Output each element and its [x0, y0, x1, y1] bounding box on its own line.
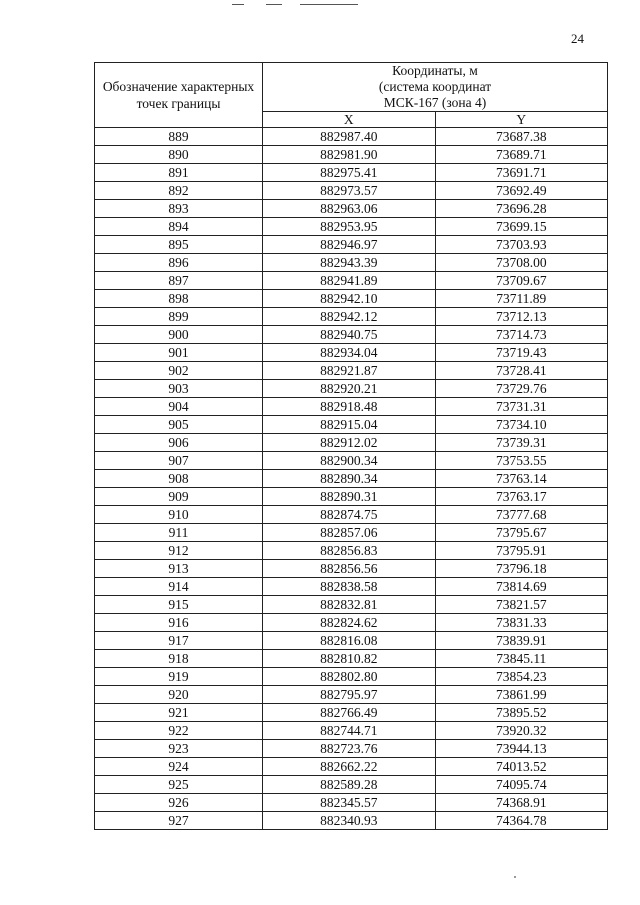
x-cell: 882963.06 [263, 200, 436, 218]
point-cell: 926 [95, 794, 263, 812]
y-cell: 73731.31 [435, 398, 608, 416]
point-cell: 912 [95, 542, 263, 560]
point-cell: 891 [95, 164, 263, 182]
y-cell: 73703.93 [435, 236, 608, 254]
x-cell: 882890.34 [263, 470, 436, 488]
y-cell: 74095.74 [435, 776, 608, 794]
table-row [95, 578, 608, 596]
x-cell: 882934.04 [263, 344, 436, 362]
x-cell: 882975.41 [263, 164, 436, 182]
table-row [95, 686, 608, 704]
y-cell: 73920.32 [435, 722, 608, 740]
y-cell: 73796.18 [435, 560, 608, 578]
table-row [95, 182, 608, 200]
y-cell: 73814.69 [435, 578, 608, 596]
table-row [95, 776, 608, 794]
table-row [95, 758, 608, 776]
table-row [95, 596, 608, 614]
point-cell: 892 [95, 182, 263, 200]
point-cell: 923 [95, 740, 263, 758]
x-cell: 882946.97 [263, 236, 436, 254]
y-cell: 73691.71 [435, 164, 608, 182]
y-cell: 73845.11 [435, 650, 608, 668]
x-cell: 882921.87 [263, 362, 436, 380]
x-cell: 882832.81 [263, 596, 436, 614]
point-cell: 895 [95, 236, 263, 254]
table-row [95, 254, 608, 272]
y-cell: 73739.31 [435, 434, 608, 452]
x-cell: 882838.58 [263, 578, 436, 596]
table-row [95, 128, 608, 146]
table-row [95, 398, 608, 416]
y-cell: 73712.13 [435, 308, 608, 326]
table-row [95, 146, 608, 164]
point-cell: 910 [95, 506, 263, 524]
scan-speck [514, 876, 516, 878]
y-cell: 73831.33 [435, 614, 608, 632]
x-cell: 882795.97 [263, 686, 436, 704]
header-x: X [263, 112, 436, 128]
x-cell: 882941.89 [263, 272, 436, 290]
table-row [95, 542, 608, 560]
y-cell: 73719.43 [435, 344, 608, 362]
x-cell: 882940.75 [263, 326, 436, 344]
table-row [95, 416, 608, 434]
header-points: Обозначение характерных точек границы [95, 63, 263, 128]
point-cell: 915 [95, 596, 263, 614]
header-coordinates-line1: Координаты, м [392, 63, 478, 78]
y-cell: 73839.91 [435, 632, 608, 650]
point-cell: 918 [95, 650, 263, 668]
x-cell: 882810.82 [263, 650, 436, 668]
y-cell: 73734.10 [435, 416, 608, 434]
x-cell: 882953.95 [263, 218, 436, 236]
x-cell: 882942.10 [263, 290, 436, 308]
table-row [95, 200, 608, 218]
table-row [95, 632, 608, 650]
table-row [95, 218, 608, 236]
y-cell: 73895.52 [435, 704, 608, 722]
x-cell: 882589.28 [263, 776, 436, 794]
table-row [95, 704, 608, 722]
y-cell: 73714.73 [435, 326, 608, 344]
table-row [95, 452, 608, 470]
point-cell: 906 [95, 434, 263, 452]
table-row [95, 524, 608, 542]
x-cell: 882900.34 [263, 452, 436, 470]
point-cell: 913 [95, 560, 263, 578]
x-cell: 882340.93 [263, 812, 436, 830]
table-row [95, 380, 608, 398]
y-cell: 73854.23 [435, 668, 608, 686]
table-row [95, 272, 608, 290]
table-row [95, 326, 608, 344]
point-cell: 914 [95, 578, 263, 596]
y-cell: 73763.17 [435, 488, 608, 506]
point-cell: 920 [95, 686, 263, 704]
y-cell: 73763.14 [435, 470, 608, 488]
y-cell: 73944.13 [435, 740, 608, 758]
point-cell: 903 [95, 380, 263, 398]
header-y: Y [435, 112, 608, 128]
table-row [95, 362, 608, 380]
coordinates-table [94, 62, 608, 830]
point-cell: 907 [95, 452, 263, 470]
x-cell: 882920.21 [263, 380, 436, 398]
page-number: 24 [571, 31, 584, 46]
header-coordinates-line2: (система координат [378, 79, 492, 94]
y-cell: 73696.28 [435, 200, 608, 218]
table-row [95, 506, 608, 524]
y-cell: 74364.78 [435, 812, 608, 830]
point-cell: 908 [95, 470, 263, 488]
x-cell: 882856.56 [263, 560, 436, 578]
y-cell: 73821.57 [435, 596, 608, 614]
point-cell: 927 [95, 812, 263, 830]
point-cell: 909 [95, 488, 263, 506]
y-cell: 73777.68 [435, 506, 608, 524]
x-cell: 882856.83 [263, 542, 436, 560]
point-cell: 893 [95, 200, 263, 218]
x-cell: 882915.04 [263, 416, 436, 434]
point-cell: 898 [95, 290, 263, 308]
point-cell: 896 [95, 254, 263, 272]
y-cell: 73689.71 [435, 146, 608, 164]
point-cell: 900 [95, 326, 263, 344]
x-cell: 882662.22 [263, 758, 436, 776]
table-row [95, 722, 608, 740]
y-cell: 73687.38 [435, 128, 608, 146]
x-cell: 882345.57 [263, 794, 436, 812]
x-cell: 882816.08 [263, 632, 436, 650]
table-row [95, 614, 608, 632]
y-cell: 73729.76 [435, 380, 608, 398]
x-cell: 882857.06 [263, 524, 436, 542]
x-cell: 882918.48 [263, 398, 436, 416]
table-row [95, 344, 608, 362]
point-cell: 904 [95, 398, 263, 416]
x-cell: 882824.62 [263, 614, 436, 632]
y-cell: 73861.99 [435, 686, 608, 704]
table-row [95, 236, 608, 254]
table-row [95, 650, 608, 668]
header-coordinates-line3: МСК-167 (зона 4) [383, 95, 487, 110]
point-cell: 922 [95, 722, 263, 740]
point-cell: 890 [95, 146, 263, 164]
y-cell: 73728.41 [435, 362, 608, 380]
point-cell: 899 [95, 308, 263, 326]
point-cell: 925 [95, 776, 263, 794]
x-cell: 882987.40 [263, 128, 436, 146]
table-row [95, 470, 608, 488]
x-cell: 882874.75 [263, 506, 436, 524]
y-cell: 73709.67 [435, 272, 608, 290]
y-cell: 74368.91 [435, 794, 608, 812]
table-row [95, 560, 608, 578]
point-cell: 902 [95, 362, 263, 380]
y-cell: 73708.00 [435, 254, 608, 272]
x-cell: 882912.02 [263, 434, 436, 452]
table-row [95, 434, 608, 452]
table-row [95, 812, 608, 830]
point-cell: 924 [95, 758, 263, 776]
x-cell: 882766.49 [263, 704, 436, 722]
x-cell: 882890.31 [263, 488, 436, 506]
point-cell: 894 [95, 218, 263, 236]
y-cell: 73699.15 [435, 218, 608, 236]
x-cell: 882723.76 [263, 740, 436, 758]
table-row [95, 164, 608, 182]
table-row [95, 308, 608, 326]
point-cell: 901 [95, 344, 263, 362]
table-body [95, 128, 608, 830]
y-cell: 73692.49 [435, 182, 608, 200]
x-cell: 882802.80 [263, 668, 436, 686]
point-cell: 905 [95, 416, 263, 434]
y-cell: 73795.67 [435, 524, 608, 542]
y-cell: 73753.55 [435, 452, 608, 470]
point-cell: 916 [95, 614, 263, 632]
point-cell: 911 [95, 524, 263, 542]
point-cell: 921 [95, 704, 263, 722]
y-cell: 73711.89 [435, 290, 608, 308]
table-row [95, 488, 608, 506]
x-cell: 882943.39 [263, 254, 436, 272]
x-cell: 882973.57 [263, 182, 436, 200]
header-coordinates [263, 63, 608, 112]
table-row [95, 668, 608, 686]
y-cell: 74013.52 [435, 758, 608, 776]
x-cell: 882981.90 [263, 146, 436, 164]
table-row [95, 740, 608, 758]
table-header [95, 63, 608, 128]
point-cell: 889 [95, 128, 263, 146]
x-cell: 882744.71 [263, 722, 436, 740]
point-cell: 919 [95, 668, 263, 686]
point-cell: 897 [95, 272, 263, 290]
table-row [95, 290, 608, 308]
x-cell: 882942.12 [263, 308, 436, 326]
y-cell: 73795.91 [435, 542, 608, 560]
table-row [95, 794, 608, 812]
scan-artifact-marks [0, 0, 640, 12]
point-cell: 917 [95, 632, 263, 650]
